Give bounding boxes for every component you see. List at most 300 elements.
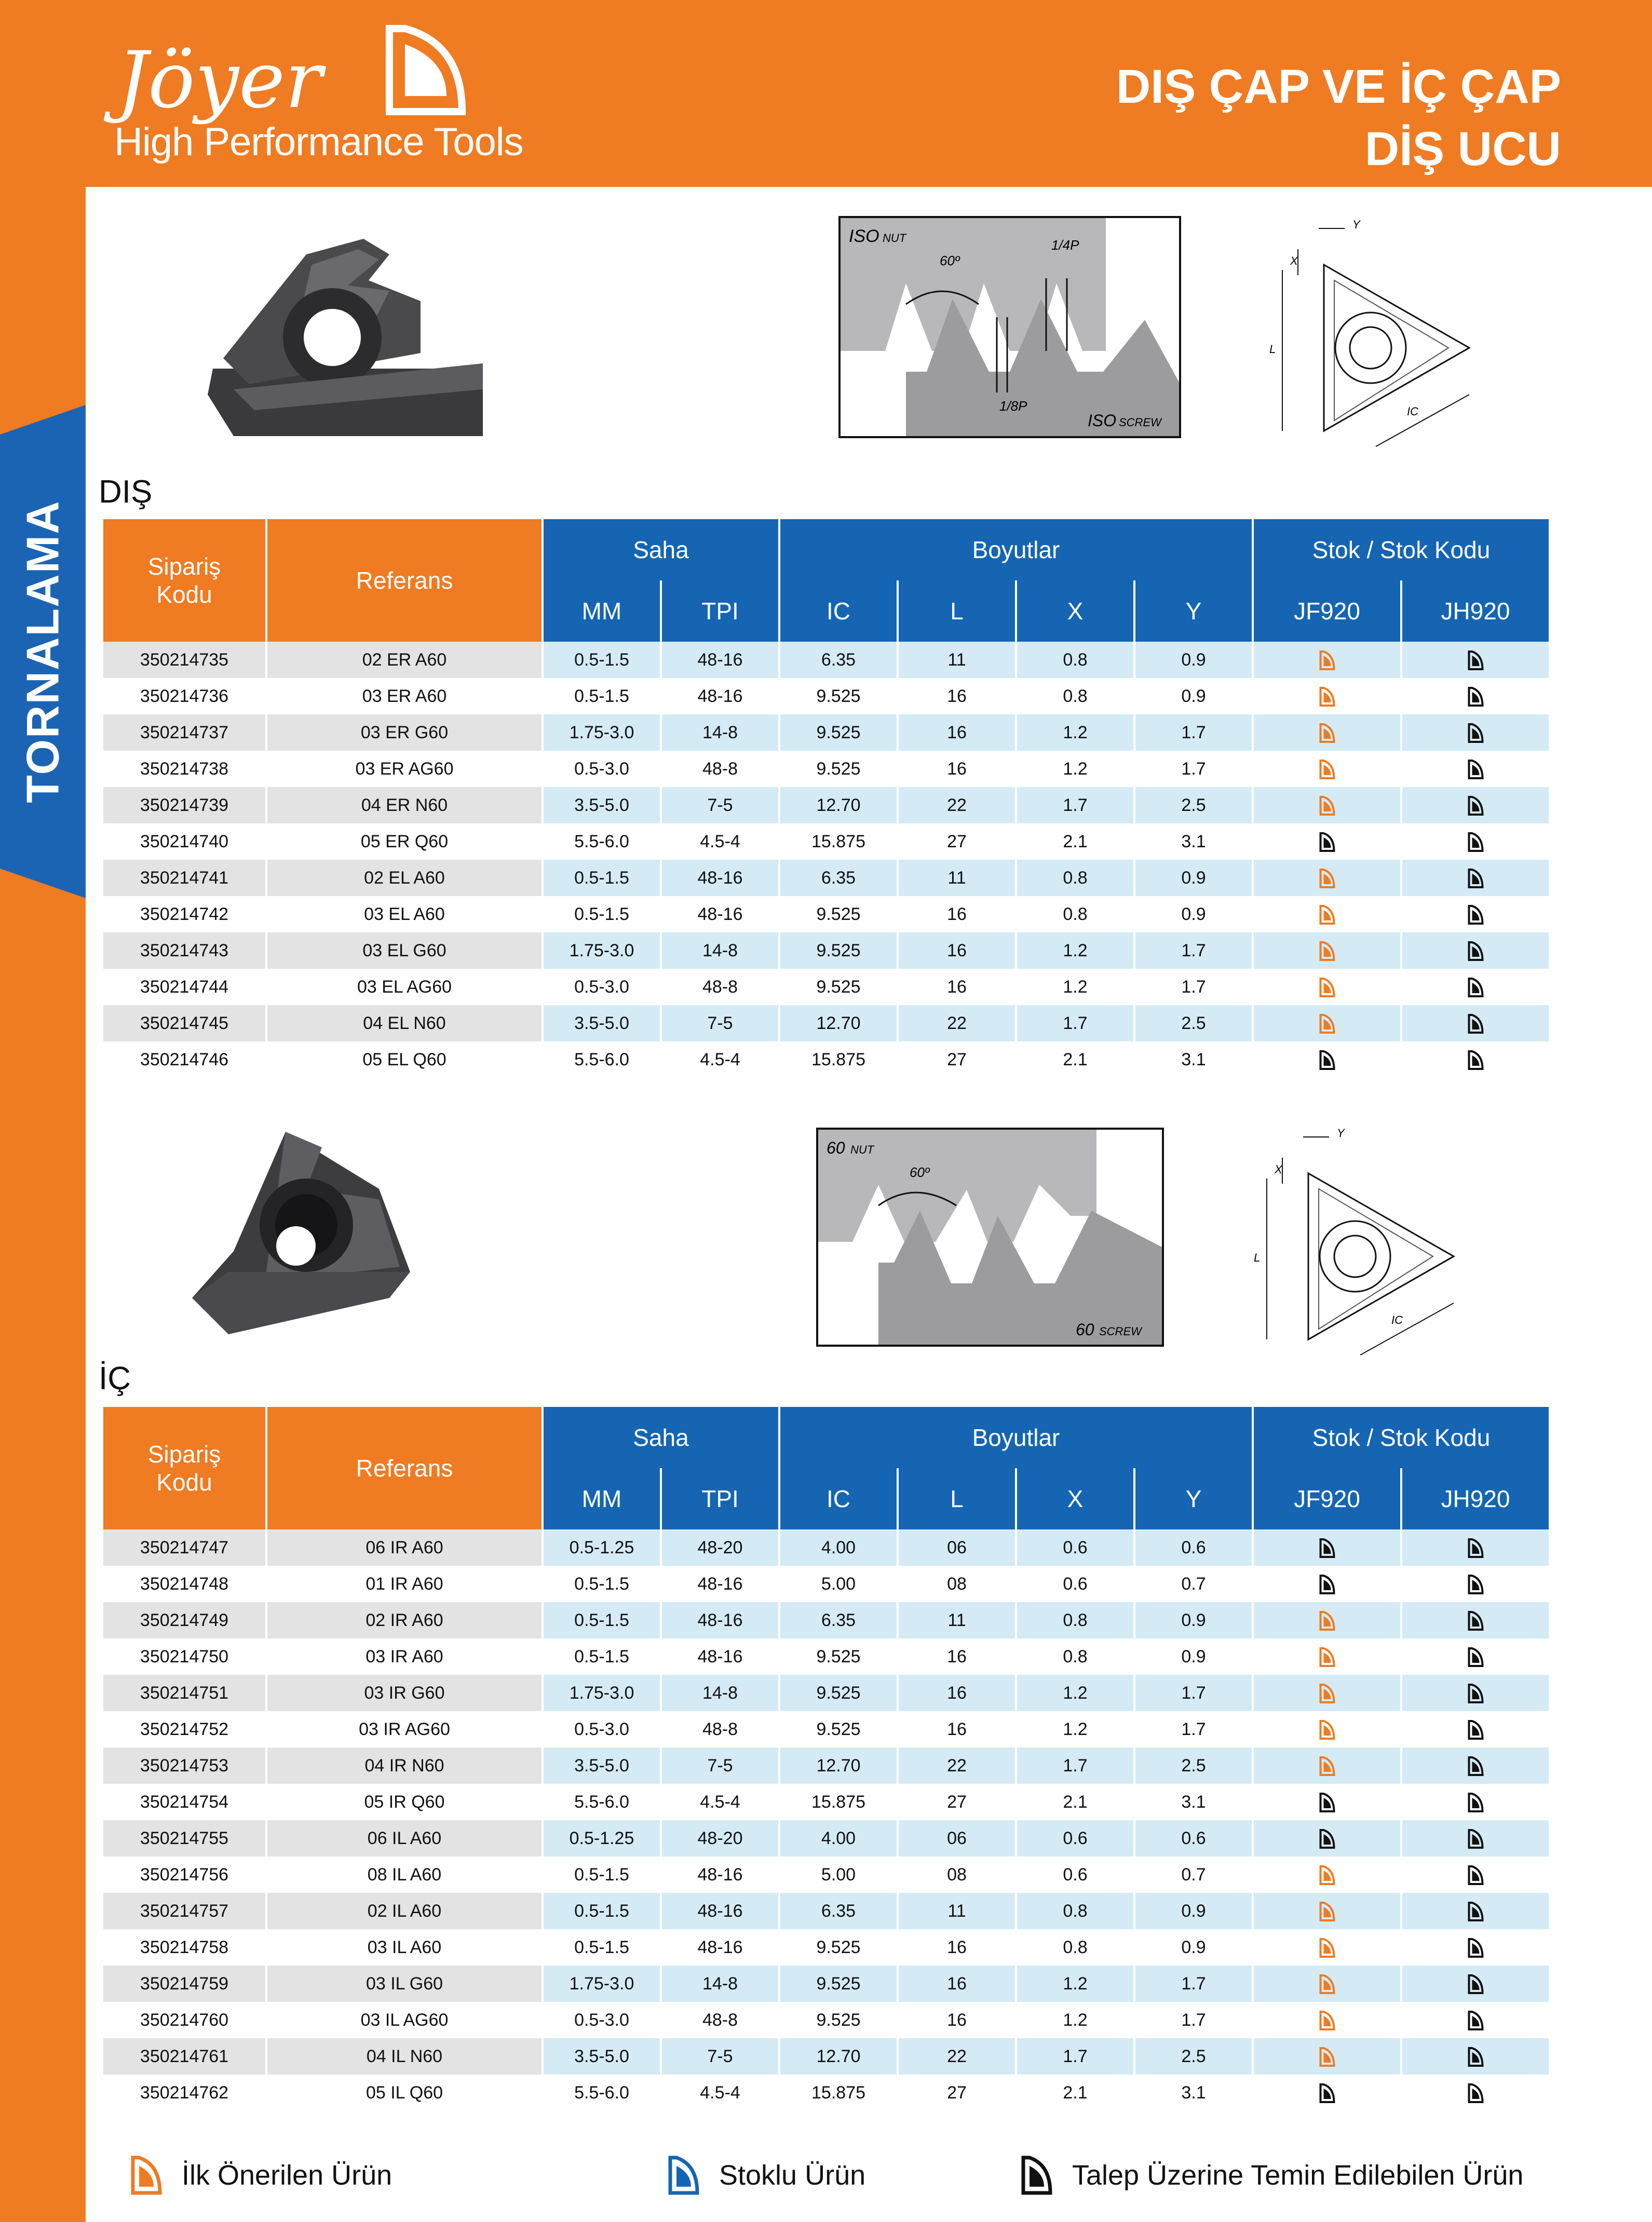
recommended-product-icon bbox=[1318, 1683, 1336, 1704]
jf920-stock bbox=[1254, 1675, 1400, 1711]
table-row bbox=[103, 1602, 1549, 1638]
reference: 04 IR N60 bbox=[267, 1747, 541, 1784]
y-value: 1.7 bbox=[1135, 969, 1252, 1005]
y-header: Y bbox=[1135, 1468, 1252, 1529]
recommended-product-icon bbox=[1318, 1938, 1336, 1958]
ic-value: 6.35 bbox=[780, 1602, 897, 1638]
reference: 03 EL AG60 bbox=[267, 969, 541, 1005]
x-value: 1.2 bbox=[1017, 1675, 1133, 1711]
legend-on-demand-label: Talep Üzerine Temin Edilebilen Ürün bbox=[1072, 2160, 1524, 2191]
x-value: 0.6 bbox=[1017, 1820, 1133, 1857]
l-value: 08 bbox=[899, 1566, 1015, 1602]
x-value: 1.2 bbox=[1017, 714, 1133, 751]
on-demand-product-icon bbox=[1467, 904, 1484, 925]
legend-in-stock bbox=[667, 2155, 865, 2196]
recommended-product-icon bbox=[1318, 941, 1336, 961]
order-code: 350214735 bbox=[103, 642, 265, 678]
ic-value: 9.525 bbox=[780, 969, 897, 1005]
ic-value: 9.525 bbox=[780, 1711, 897, 1747]
tpi-range: 14-8 bbox=[662, 1675, 778, 1711]
order-code: 350214757 bbox=[103, 1893, 265, 1929]
recommended-product-icon bbox=[1318, 795, 1336, 816]
jf920-stock bbox=[1254, 2075, 1400, 2111]
on-demand-product-icon bbox=[1467, 1574, 1484, 1595]
order-code: 350214737 bbox=[103, 714, 265, 751]
l-value: 11 bbox=[899, 1893, 1015, 1929]
jh920-stock bbox=[1402, 1675, 1549, 1711]
x-value: 0.8 bbox=[1017, 1638, 1133, 1675]
tpi-range: 7-5 bbox=[662, 1005, 778, 1041]
reference: 04 EL N60 bbox=[267, 1005, 541, 1041]
x-value: 2.1 bbox=[1017, 823, 1133, 860]
mm-range: 0.5-1.5 bbox=[544, 642, 660, 678]
on-demand-product-icon bbox=[1318, 2083, 1336, 2104]
mm-range: 3.5-5.0 bbox=[544, 787, 660, 823]
jf920-stock bbox=[1254, 1966, 1400, 2002]
y-value: 3.1 bbox=[1135, 2075, 1252, 2111]
on-demand-product-icon bbox=[1318, 1828, 1336, 1849]
order-code: 350214758 bbox=[103, 1929, 265, 1966]
y-value: 0.6 bbox=[1135, 1529, 1252, 1566]
reference: 03 IR AG60 bbox=[267, 1711, 541, 1747]
jh920-stock bbox=[1402, 1638, 1549, 1675]
tpi-range: 48-16 bbox=[662, 1566, 778, 1602]
table-row bbox=[103, 2038, 1549, 2075]
tpi-range: 48-16 bbox=[662, 860, 778, 896]
ic-value: 6.35 bbox=[780, 642, 897, 678]
bottom-angle-label: 60º bbox=[910, 1164, 930, 1180]
y-value: 1.7 bbox=[1135, 932, 1252, 969]
y-value: 1.7 bbox=[1135, 751, 1252, 787]
recommended-product-icon bbox=[1318, 759, 1336, 780]
tpi-range: 48-8 bbox=[662, 751, 778, 787]
svg-text:L: L bbox=[1269, 343, 1276, 356]
jh920-stock bbox=[1402, 642, 1549, 678]
on-demand-product-icon bbox=[1467, 723, 1484, 743]
tpi-range: 14-8 bbox=[662, 714, 778, 751]
ic-value: 9.525 bbox=[780, 932, 897, 969]
on-demand-product-icon bbox=[1467, 1719, 1484, 1740]
jf920-stock bbox=[1254, 714, 1400, 751]
tpi-range: 48-16 bbox=[662, 642, 778, 678]
mm-range: 3.5-5.0 bbox=[544, 1747, 660, 1784]
recommended-product-icon bbox=[1318, 1719, 1336, 1740]
brand-mark-icon bbox=[384, 23, 467, 117]
tpi-range: 48-16 bbox=[662, 1857, 778, 1893]
mm-range: 0.5-1.5 bbox=[544, 1638, 660, 1675]
x-value: 2.1 bbox=[1017, 1041, 1133, 1078]
tpi-range: 48-16 bbox=[662, 1638, 778, 1675]
jf920-stock bbox=[1254, 1784, 1400, 1820]
saha-header: Saha bbox=[544, 519, 778, 580]
y-value: 0.6 bbox=[1135, 1820, 1252, 1857]
l-value: 16 bbox=[899, 896, 1015, 932]
reference: 04 ER N60 bbox=[267, 787, 541, 823]
tpi-range: 48-20 bbox=[662, 1529, 778, 1566]
on-demand-product-icon bbox=[1467, 650, 1484, 671]
y-value: 0.7 bbox=[1135, 1566, 1252, 1602]
l-header: L bbox=[899, 580, 1015, 642]
x-value: 1.2 bbox=[1017, 1966, 1133, 2002]
ic-value: 9.525 bbox=[780, 1966, 897, 2002]
x-value: 0.6 bbox=[1017, 1857, 1133, 1893]
x-value: 1.2 bbox=[1017, 1711, 1133, 1747]
table-row bbox=[103, 823, 1549, 860]
reference: 03 IL A60 bbox=[267, 1929, 541, 1966]
l-value: 16 bbox=[899, 1929, 1015, 1966]
table-row bbox=[103, 1638, 1549, 1675]
y-value: 0.9 bbox=[1135, 1929, 1252, 1966]
on-demand-product-icon bbox=[1467, 795, 1484, 816]
on-demand-product-icon bbox=[1467, 1865, 1484, 1886]
jh920-stock bbox=[1402, 1820, 1549, 1857]
l-value: 16 bbox=[899, 1638, 1015, 1675]
reference-header: Referans bbox=[267, 1407, 541, 1529]
jh920-stock bbox=[1402, 2002, 1549, 2038]
x-value: 0.8 bbox=[1017, 896, 1133, 932]
l-value: 11 bbox=[899, 642, 1015, 678]
ic-value: 4.00 bbox=[780, 1529, 897, 1566]
jf920-stock bbox=[1254, 860, 1400, 896]
l-value: 22 bbox=[899, 1005, 1015, 1041]
jh920-stock bbox=[1402, 1041, 1549, 1078]
order-code: 350214744 bbox=[103, 969, 265, 1005]
tpi-header: TPI bbox=[662, 580, 778, 642]
x-value: 0.8 bbox=[1017, 642, 1133, 678]
on-demand-product-icon bbox=[1467, 1647, 1484, 1668]
tpi-range: 48-16 bbox=[662, 1893, 778, 1929]
jf920-stock bbox=[1254, 1602, 1400, 1638]
table-row bbox=[103, 1566, 1549, 1602]
external-insert-photo bbox=[192, 218, 504, 441]
recommended-product-icon bbox=[1318, 686, 1336, 707]
jf920-stock bbox=[1254, 1005, 1400, 1041]
y-value: 1.7 bbox=[1135, 1711, 1252, 1747]
x-value: 1.2 bbox=[1017, 2002, 1133, 2038]
internal-table bbox=[101, 1407, 1551, 2111]
iso-nut-label: ISO bbox=[849, 226, 879, 246]
table-row bbox=[103, 860, 1549, 896]
legend-in-stock-label: Stoklu Ürün bbox=[719, 2160, 866, 2191]
order-code: 350214745 bbox=[103, 1005, 265, 1041]
l-value: 16 bbox=[899, 751, 1015, 787]
y-value: 2.5 bbox=[1135, 787, 1252, 823]
jf920-stock bbox=[1254, 1041, 1400, 1078]
jh920-stock bbox=[1402, 896, 1549, 932]
y-value: 1.7 bbox=[1135, 714, 1252, 751]
l-value: 06 bbox=[899, 1529, 1015, 1566]
reference: 03 EL G60 bbox=[267, 932, 541, 969]
y-value: 3.1 bbox=[1135, 1784, 1252, 1820]
ic-value: 9.525 bbox=[780, 1638, 897, 1675]
ic-value: 15.875 bbox=[780, 823, 897, 860]
ic-value: 5.00 bbox=[780, 1857, 897, 1893]
l-value: 16 bbox=[899, 1966, 1015, 2002]
jf920-stock bbox=[1254, 642, 1400, 678]
order-code: 350214746 bbox=[103, 1041, 265, 1078]
l-value: 11 bbox=[899, 1602, 1015, 1638]
on-demand-product-icon bbox=[1318, 1574, 1336, 1595]
on-demand-product-icon bbox=[1318, 832, 1336, 852]
jh920-stock bbox=[1402, 751, 1549, 787]
mm-range: 0.5-1.25 bbox=[544, 1820, 660, 1857]
jf920-stock bbox=[1254, 896, 1400, 932]
x-value: 2.1 bbox=[1017, 1784, 1133, 1820]
ic-value: 15.875 bbox=[780, 2075, 897, 2111]
reference: 03 IR A60 bbox=[267, 1638, 541, 1675]
l-value: 16 bbox=[899, 969, 1015, 1005]
l-value: 16 bbox=[899, 2002, 1015, 2038]
y-value: 3.1 bbox=[1135, 1041, 1252, 1078]
order-code: 350214754 bbox=[103, 1784, 265, 1820]
jh920-stock bbox=[1402, 1602, 1549, 1638]
svg-text:X: X bbox=[1275, 1163, 1282, 1176]
mm-range: 0.5-3.0 bbox=[544, 2002, 660, 2038]
mm-header: MM bbox=[544, 580, 660, 642]
jf920-stock bbox=[1254, 1929, 1400, 1966]
svg-text:Y: Y bbox=[1352, 218, 1360, 231]
jh920-stock bbox=[1402, 1566, 1549, 1602]
legend-on-demand bbox=[1020, 2155, 1523, 2196]
iso-nut-suffix: NUT bbox=[883, 232, 906, 245]
jf920-stock bbox=[1254, 2002, 1400, 2038]
boyutlar-header: Boyutlar bbox=[780, 1407, 1252, 1468]
jh920-stock bbox=[1402, 2038, 1549, 2075]
on-demand-product-icon bbox=[1467, 1683, 1484, 1704]
reference: 01 IR A60 bbox=[267, 1566, 541, 1602]
order-code: 350214761 bbox=[103, 2038, 265, 2075]
mm-range: 0.5-1.5 bbox=[544, 1893, 660, 1929]
external-section-label: DIŞ bbox=[99, 474, 153, 510]
jh920-stock bbox=[1402, 969, 1549, 1005]
60-screw-label: 60 bbox=[1076, 1320, 1094, 1339]
y-value: 2.5 bbox=[1135, 1747, 1252, 1784]
order-code: 350214738 bbox=[103, 751, 265, 787]
recommended-product-icon bbox=[1318, 868, 1336, 889]
l-value: 08 bbox=[899, 1857, 1015, 1893]
y-value: 2.5 bbox=[1135, 1005, 1252, 1041]
y-value: 2.5 bbox=[1135, 2038, 1252, 2075]
y-value: 0.9 bbox=[1135, 896, 1252, 932]
60-thread-diagram bbox=[816, 1128, 1164, 1347]
on-demand-product-icon bbox=[1318, 1792, 1336, 1813]
x-value: 0.8 bbox=[1017, 1929, 1133, 1966]
table-row bbox=[103, 1784, 1549, 1820]
l-value: 27 bbox=[899, 1784, 1015, 1820]
order-code: 350214759 bbox=[103, 1966, 265, 2002]
tpi-header: TPI bbox=[662, 1468, 778, 1529]
jf920-header: JF920 bbox=[1254, 1468, 1400, 1529]
page-title-line2: DİŞ UCU bbox=[1364, 123, 1561, 175]
ic-value: 5.00 bbox=[780, 1566, 897, 1602]
ic-value: 9.525 bbox=[780, 1675, 897, 1711]
reference: 04 IL N60 bbox=[267, 2038, 541, 2075]
x-value: 0.8 bbox=[1017, 678, 1133, 714]
tpi-range: 14-8 bbox=[662, 1966, 778, 2002]
table-row bbox=[103, 2002, 1549, 2038]
mm-range: 1.75-3.0 bbox=[544, 714, 660, 751]
l-value: 22 bbox=[899, 787, 1015, 823]
jh920-stock bbox=[1402, 787, 1549, 823]
ic-value: 9.525 bbox=[780, 1929, 897, 1966]
table-row bbox=[103, 678, 1549, 714]
recommended-product-icon bbox=[1318, 1756, 1336, 1777]
jf920-stock bbox=[1254, 787, 1400, 823]
l-value: 16 bbox=[899, 1675, 1015, 1711]
mm-range: 3.5-5.0 bbox=[544, 1005, 660, 1041]
order-code: 350214749 bbox=[103, 1602, 265, 1638]
mm-range: 5.5-6.0 bbox=[544, 1784, 660, 1820]
jh920-stock bbox=[1402, 932, 1549, 969]
jh920-stock bbox=[1402, 2075, 1549, 2111]
on-demand-product-icon bbox=[1467, 1974, 1484, 1995]
tpi-range: 14-8 bbox=[662, 932, 778, 969]
jf920-stock bbox=[1254, 969, 1400, 1005]
tpi-range: 4.5-4 bbox=[662, 823, 778, 860]
jf920-stock bbox=[1254, 1638, 1400, 1675]
brand-logo: Jöyer bbox=[117, 35, 322, 126]
on-demand-product-icon bbox=[1467, 977, 1484, 998]
tpi-range: 48-16 bbox=[662, 678, 778, 714]
on-demand-product-icon bbox=[1467, 1828, 1484, 1849]
jf920-stock bbox=[1254, 1820, 1400, 1857]
ic-value: 9.525 bbox=[780, 751, 897, 787]
table-row bbox=[103, 969, 1549, 1005]
l-value: 11 bbox=[899, 860, 1015, 896]
saha-header: Saha bbox=[544, 1407, 778, 1468]
jf920-stock bbox=[1254, 1711, 1400, 1747]
order-code: 350214752 bbox=[103, 1711, 265, 1747]
recommended-product-icon bbox=[1318, 2047, 1336, 2067]
tpi-range: 48-16 bbox=[662, 1929, 778, 1966]
reference: 08 IL A60 bbox=[267, 1857, 541, 1893]
x-value: 0.8 bbox=[1017, 1893, 1133, 1929]
table-row bbox=[103, 2075, 1549, 2111]
ic-value: 12.70 bbox=[780, 2038, 897, 2075]
l-value: 27 bbox=[899, 1041, 1015, 1078]
ic-value: 9.525 bbox=[780, 678, 897, 714]
insert-dimension-drawing-top bbox=[1262, 218, 1480, 457]
y-value: 1.7 bbox=[1135, 1966, 1252, 2002]
l-value: 16 bbox=[899, 1711, 1015, 1747]
legend-recommended-label: İlk Önerilen Ürün bbox=[182, 2160, 392, 2191]
x-value: 0.8 bbox=[1017, 1602, 1133, 1638]
jf920-stock bbox=[1254, 1893, 1400, 1929]
l-header: L bbox=[899, 1468, 1015, 1529]
jf920-stock bbox=[1254, 1857, 1400, 1893]
iso-screw-suffix: SCREW bbox=[1119, 416, 1161, 429]
on-demand-product-icon bbox=[1318, 1538, 1336, 1559]
reference: 05 IR Q60 bbox=[267, 1784, 541, 1820]
mm-range: 3.5-5.0 bbox=[544, 2038, 660, 2075]
tpi-range: 4.5-4 bbox=[662, 1784, 778, 1820]
x-value: 1.2 bbox=[1017, 751, 1133, 787]
ic-value: 9.525 bbox=[780, 896, 897, 932]
y-value: 1.7 bbox=[1135, 1675, 1252, 1711]
reference-header: Referans bbox=[267, 519, 541, 642]
mm-range: 5.5-6.0 bbox=[544, 1041, 660, 1078]
jh920-stock bbox=[1402, 1529, 1549, 1566]
jh920-stock bbox=[1402, 823, 1549, 860]
mm-range: 0.5-3.0 bbox=[544, 969, 660, 1005]
on-demand-product-icon bbox=[1467, 2083, 1484, 2104]
y-value: 0.9 bbox=[1135, 1638, 1252, 1675]
mm-range: 0.5-1.5 bbox=[544, 678, 660, 714]
l-value: 06 bbox=[899, 1820, 1015, 1857]
recommended-product-icon bbox=[1318, 1974, 1336, 1995]
eighth-pitch-label: 1/8P bbox=[999, 398, 1027, 414]
x-header: X bbox=[1017, 580, 1133, 642]
recommended-product-icon bbox=[1318, 977, 1336, 998]
l-value: 16 bbox=[899, 678, 1015, 714]
on-demand-product-icon bbox=[1467, 1538, 1484, 1559]
y-header: Y bbox=[1135, 580, 1252, 642]
mm-range: 0.5-3.0 bbox=[544, 751, 660, 787]
svg-text:L: L bbox=[1254, 1251, 1261, 1264]
recommended-product-icon bbox=[1318, 1865, 1336, 1886]
order-code: 350214751 bbox=[103, 1675, 265, 1711]
x-value: 2.1 bbox=[1017, 2075, 1133, 2111]
tpi-range: 48-20 bbox=[662, 1820, 778, 1857]
ic-header: IC bbox=[780, 1468, 897, 1529]
ic-value: 4.00 bbox=[780, 1820, 897, 1857]
reference: 03 EL A60 bbox=[267, 896, 541, 932]
mm-range: 0.5-1.5 bbox=[544, 1602, 660, 1638]
table-row bbox=[103, 1820, 1549, 1857]
x-value: 0.6 bbox=[1017, 1566, 1133, 1602]
order-code: 350214741 bbox=[103, 860, 265, 896]
reference: 06 IL A60 bbox=[267, 1820, 541, 1857]
recommended-product-icon bbox=[1318, 1013, 1336, 1034]
y-value: 3.1 bbox=[1135, 823, 1252, 860]
jh920-header: JH920 bbox=[1402, 580, 1549, 642]
table-row bbox=[103, 1857, 1549, 1893]
on-demand-product-icon bbox=[1467, 1610, 1484, 1631]
mm-range: 5.5-6.0 bbox=[544, 823, 660, 860]
tpi-range: 7-5 bbox=[662, 787, 778, 823]
order-code: 350214742 bbox=[103, 896, 265, 932]
recommended-product-icon bbox=[1318, 1647, 1336, 1668]
recommended-product-icon bbox=[1318, 723, 1336, 743]
ic-value: 15.875 bbox=[780, 1041, 897, 1078]
table-row bbox=[103, 1529, 1549, 1566]
y-value: 0.9 bbox=[1135, 1893, 1252, 1929]
order-code: 350214756 bbox=[103, 1857, 265, 1893]
y-value: 0.7 bbox=[1135, 1857, 1252, 1893]
tpi-range: 7-5 bbox=[662, 2038, 778, 2075]
ic-value: 9.525 bbox=[780, 714, 897, 751]
jf920-stock bbox=[1254, 823, 1400, 860]
table-row bbox=[103, 714, 1549, 751]
y-value: 0.9 bbox=[1135, 642, 1252, 678]
jf920-stock bbox=[1254, 932, 1400, 969]
jh920-stock bbox=[1402, 1893, 1549, 1929]
l-value: 27 bbox=[899, 2075, 1015, 2111]
on-demand-product-icon bbox=[1467, 1901, 1484, 1922]
table-row bbox=[103, 1711, 1549, 1747]
60-nut-suffix: NUT bbox=[850, 1143, 874, 1156]
x-value: 1.2 bbox=[1017, 932, 1133, 969]
stok-header: Stok / Stok Kodu bbox=[1254, 519, 1549, 580]
reference: 03 IR G60 bbox=[267, 1675, 541, 1711]
jf920-stock bbox=[1254, 1747, 1400, 1784]
tpi-range: 48-8 bbox=[662, 1711, 778, 1747]
y-value: 0.9 bbox=[1135, 860, 1252, 896]
mm-range: 0.5-1.25 bbox=[544, 1529, 660, 1566]
on-demand-product-icon bbox=[1467, 2010, 1484, 2031]
jh920-stock bbox=[1402, 860, 1549, 896]
sidebar-label: TORNALAMA bbox=[17, 500, 69, 803]
